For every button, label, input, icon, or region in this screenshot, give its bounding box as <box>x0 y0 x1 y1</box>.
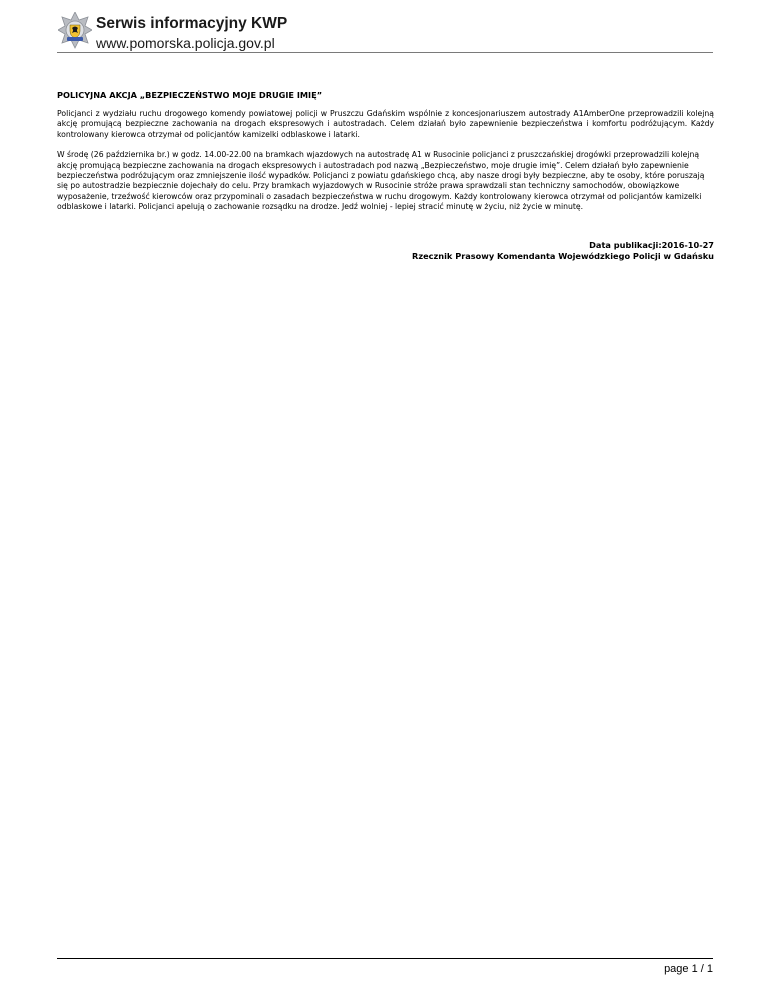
footer-divider <box>57 958 713 959</box>
site-url[interactable]: www.pomorska.policja.gov.pl <box>96 35 275 51</box>
article-author: Rzecznik Prasowy Komendanta Wojewódzkiego Policji w Gdańsku <box>412 251 714 261</box>
page-header <box>58 12 714 56</box>
header-divider <box>57 52 713 53</box>
article-paragraph: W środę (26 października br.) w godz. 14.00-22.00 na bramkach wjazdowych na autostradę A1 w Rusocinie policjanci z pruszczańskiej drogówki przeprowadzili kolejną akcję promującą bezpieczne zachowania na drogach ekspresowych i autostradach pod nazwą „Bezpieczeństwo, moje drugie imię”. Celem działań było zapewnienie bezpieczeństwa podróżującym oraz zmniejszenie ilość wypadków. Policjanci z powiatu gdańskiego chcą, aby nasze drogi były bezpieczne, aby te osoby, które poruszają się po autostradzie bezpiecznie dojechały do celu. Przy bramkach wyjazdowych w Rusocinie stróże prawa sprawdzali stan techniczny samochodów, obowiązkowe wyposażenie, trzeźwość kierowców oraz przypominali o zasadach bezpieczeństwa w ruchu drogowym. Każdy kontrolowany kierowca otrzymał od policjantów kamizelki odblaskowe i latarki. Policjanci apelują o zachowanie rozsądku na drodze. Jedź wolniej - lepiej stracić minutę w życiu, niż życie w minutę. <box>57 150 705 212</box>
article <box>57 90 714 223</box>
article-title: POLICYJNA AKCJA „BEZPIECZEŃSTWO MOJE DRUGIE IMIĘ” <box>57 90 323 100</box>
page-number: page 1 / 1 <box>664 963 713 975</box>
article-paragraph: Policjanci z wydziału ruchu drogowego komendy powiatowej policji w Pruszczu Gdańskim wspólnie z koncesjonariuszem autostrady A1AmberOne przeprowadzili kolejną akcję promującą bezpieczne zachowania na drogach ekspresowych i autostradach. Celem działań było zapewnienie bezpieczeństwa i komfortu podróżującym. Każdy kontrolowany kierowca otrzymał od policjantów kamizelki odblaskowe i latarki. <box>57 109 714 139</box>
publication-date: Data publikacji:2016-10-27 <box>589 240 714 250</box>
article-meta <box>412 240 714 262</box>
police-star-badge-icon <box>58 12 92 52</box>
site-title: Serwis informacyjny KWP <box>96 15 288 32</box>
